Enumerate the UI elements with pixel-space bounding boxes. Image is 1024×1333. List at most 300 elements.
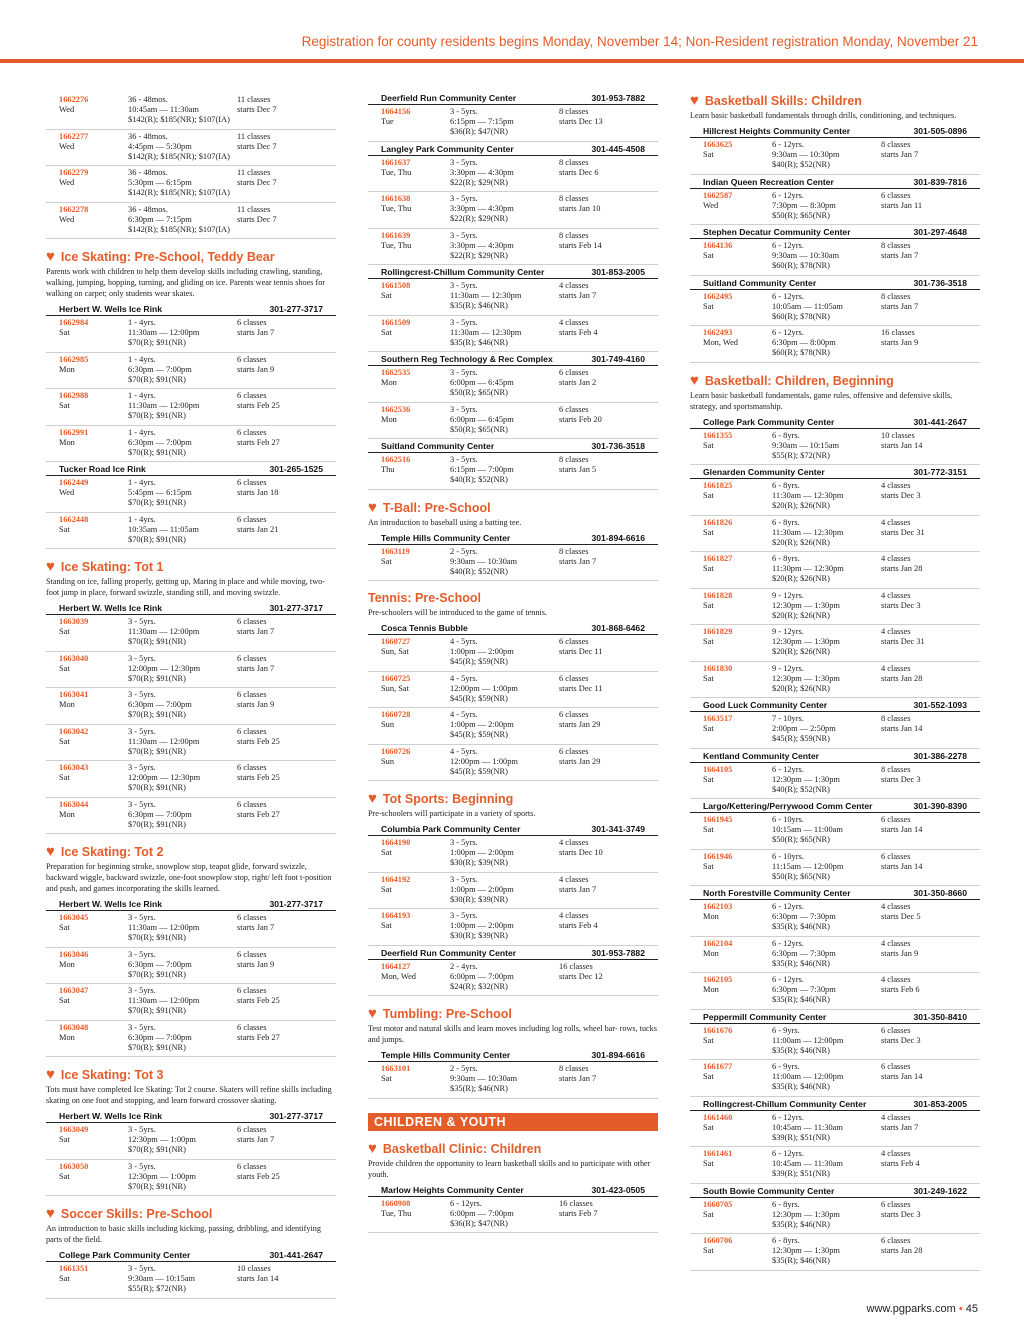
age-range: 1 - 4yrs. <box>128 318 156 327</box>
class-time: 6:30pm — 7:30pm <box>772 948 836 958</box>
course-code[interactable]: 1663517 <box>703 714 733 723</box>
start-date: starts Jan 7 <box>559 1074 597 1083</box>
location-header <box>46 897 336 911</box>
course-code[interactable]: 1662536 <box>381 404 411 414</box>
course-code[interactable]: 1661826 <box>703 517 733 527</box>
age-range: 6 - 12yrs. <box>772 975 804 984</box>
course-code[interactable]: 1660908 <box>381 1198 411 1208</box>
location-name: College Park Community Center <box>59 1250 191 1260</box>
class-time: 10:45am — 11:30am <box>772 1159 843 1168</box>
course-code[interactable]: 1660728 <box>381 710 411 719</box>
class-time: 6:30pm — 7:00pm <box>128 700 192 709</box>
class-time: 6:00pm — 7:00pm <box>450 971 514 981</box>
footer-website[interactable]: www.pgparks.com <box>866 1303 956 1315</box>
course-code[interactable]: 1662516 <box>381 455 411 464</box>
age-range: 3 - 5yrs. <box>128 1161 156 1171</box>
class-days: Sat <box>381 1074 392 1083</box>
age-range: 1 - 4yrs. <box>128 514 156 524</box>
class-count: 8 classes <box>559 546 589 556</box>
course-code[interactable]: 1661828 <box>703 590 733 600</box>
location-phone: 301-736-3518 <box>913 277 967 288</box>
course-code[interactable]: 1663049 <box>59 1125 89 1134</box>
start-date: starts Jan 7 <box>237 328 275 337</box>
class-count: 6 classes <box>559 368 589 377</box>
section-title <box>46 249 336 265</box>
section-description: Tots must have completed Ice Skating: Tot 2 course. Skaters will refine skills including skating on one foot and stopping, and learn forward crossover skating. <box>46 1085 332 1105</box>
start-date: starts Dec 13 <box>559 117 603 126</box>
section-description: An introduction to baseball using a batting tee. <box>368 517 522 527</box>
class-days: Tue, Thu <box>381 240 412 250</box>
class-count: 8 classes <box>559 455 589 464</box>
location-phone: 301-736-3518 <box>591 441 645 451</box>
class-days: Sat <box>59 524 70 534</box>
class-count: 6 classes <box>237 391 267 400</box>
class-fee: $50(R); $65(NR) <box>450 388 508 397</box>
start-date: starts Dec 3 <box>881 1035 921 1045</box>
start-date: starts Dec 12 <box>559 971 603 981</box>
course-code[interactable]: 1664190 <box>381 838 411 847</box>
age-range: 6 - 12yrs. <box>772 764 804 774</box>
class-entry <box>690 1148 980 1184</box>
class-entry <box>690 240 980 276</box>
course-code[interactable]: 1660706 <box>703 1236 733 1245</box>
location-phone: 301-441-2647 <box>269 1250 323 1260</box>
age-range: 6 - 8yrs. <box>772 554 800 563</box>
course-code[interactable]: 1662984 <box>59 318 89 327</box>
class-count: 8 classes <box>881 764 911 774</box>
class-days: Mon <box>703 985 719 994</box>
start-date: starts Feb 25 <box>237 736 280 746</box>
course-code[interactable]: 1663101 <box>381 1064 411 1073</box>
course-code[interactable]: 1662278 <box>59 204 89 214</box>
location-phone: 301-772-3151 <box>913 467 967 477</box>
start-date: starts Jan 11 <box>881 200 923 210</box>
class-time: 1:00pm — 2:00pm <box>450 720 514 729</box>
course-code[interactable]: 1662104 <box>703 938 733 948</box>
class-time: 7:30pm — 8:30pm <box>772 200 836 210</box>
start-date: starts Jan 2 <box>559 378 597 387</box>
age-range: 6 - 12yrs. <box>772 328 804 337</box>
class-entry <box>46 1022 336 1058</box>
class-days: Wed <box>59 214 75 224</box>
class-time: 12:30pm — 1:30pm <box>772 774 840 784</box>
class-fee: $39(R); $51(NR) <box>772 1132 830 1142</box>
course-code[interactable]: 1662988 <box>59 391 89 400</box>
class-days: Sat <box>703 1072 714 1081</box>
class-count: 6 classes <box>237 617 267 626</box>
class-fee: $39(R); $51(NR) <box>772 1169 830 1178</box>
class-days: Sat <box>703 1209 714 1219</box>
class-time: 3:30pm — 4:30pm <box>450 204 514 213</box>
course-code[interactable]: 1661827 <box>703 554 733 563</box>
course-code[interactable]: 1663046 <box>59 949 89 959</box>
location-header <box>368 265 658 279</box>
course-code[interactable]: 1663043 <box>59 763 89 772</box>
course-code[interactable]: 1661945 <box>703 815 733 824</box>
class-count: 16 classes <box>559 961 593 971</box>
class-fee: $50(R); $65(NR) <box>450 424 508 434</box>
section-description: Learn basic basketball fundamentals through drills, conditioning, and techniques. <box>690 111 957 120</box>
age-range: 6 - 8yrs. <box>772 1199 800 1209</box>
start-date: starts Dec 7 <box>237 141 277 151</box>
class-count: 4 classes <box>881 1112 911 1122</box>
start-date: starts Jan 9 <box>237 700 275 709</box>
course-code[interactable]: 1661639 <box>381 230 411 240</box>
course-code[interactable]: 1662495 <box>703 291 733 301</box>
age-range: 7 - 10yrs. <box>772 714 804 723</box>
start-date: starts Jan 18 <box>237 488 279 497</box>
age-range: 3 - 5yrs. <box>128 653 156 663</box>
course-code[interactable]: 1664156 <box>381 107 411 116</box>
class-entry <box>690 1025 980 1061</box>
class-days: Sun, Sat <box>381 683 409 693</box>
class-entry <box>46 317 336 353</box>
class-fee: $50(R); $65(NR) <box>772 835 830 844</box>
class-time: 12:30pm — 1:30pm <box>772 673 840 683</box>
class-time: 12:30pm — 1:30pm <box>772 1209 840 1219</box>
location-name: Herbert W. Wells Ice Rink <box>59 304 162 314</box>
class-count: 10 classes <box>881 430 915 440</box>
class-time: 6:30pm — 7:00pm <box>128 1032 192 1042</box>
course-code[interactable]: 1663048 <box>59 1022 89 1032</box>
class-count: 16 classes <box>881 328 915 337</box>
class-entry <box>368 746 658 782</box>
class-count: 6 classes <box>881 815 911 824</box>
course-code[interactable]: 1664192 <box>381 874 411 884</box>
age-range: 6 - 8yrs. <box>772 1236 800 1245</box>
course-code[interactable]: 1663119 <box>381 546 410 556</box>
location-phone: 301-423-0505 <box>591 1184 645 1195</box>
class-fee: $35(R); $46(NR) <box>450 1084 508 1093</box>
location-name: Deerfield Run Community Center <box>381 93 517 103</box>
course-code[interactable]: 1662587 <box>703 190 733 200</box>
course-code[interactable]: 1661676 <box>703 1025 733 1035</box>
course-code[interactable]: 1663042 <box>59 726 89 736</box>
course-code[interactable]: 1660725 <box>381 673 411 683</box>
start-date: starts Jan 28 <box>881 673 923 683</box>
age-range: 9 - 12yrs. <box>772 663 804 673</box>
class-entry <box>690 851 980 887</box>
class-count: 8 classes <box>881 140 911 149</box>
class-entry <box>368 317 658 353</box>
course-code[interactable]: 1662105 <box>703 975 733 984</box>
course-code[interactable]: 1662277 <box>59 131 89 141</box>
class-count: 10 classes <box>237 1264 271 1273</box>
class-days: Sat <box>59 996 70 1005</box>
class-days: Mon <box>59 1032 75 1042</box>
class-fee: $20(R); $26(NR) <box>772 647 830 656</box>
course-code[interactable]: 1662493 <box>703 328 733 337</box>
class-fee: $70(R); $91(NR) <box>128 783 186 792</box>
course-code[interactable]: 1664105 <box>703 764 733 774</box>
course-code[interactable]: 1661638 <box>381 194 411 203</box>
location-phone: 301-953-7882 <box>591 947 645 958</box>
class-time: 6:00pm — 6:45pm <box>450 414 514 424</box>
location-phone: 301-552-1093 <box>913 700 967 710</box>
class-days: Sat <box>59 1171 70 1181</box>
class-fee: $70(R); $91(NR) <box>128 534 186 544</box>
class-days: Sat <box>59 1135 70 1144</box>
class-entry <box>690 1061 980 1097</box>
class-entry <box>368 1063 658 1099</box>
start-date: starts Feb 4 <box>881 1159 920 1168</box>
age-range: 3 - 5yrs. <box>450 911 478 920</box>
start-date: starts Feb 7 <box>559 1208 598 1218</box>
age-range: 4 - 5yrs. <box>450 673 478 683</box>
age-range: 6 - 12yrs. <box>772 190 804 200</box>
class-days: Mon, Wed <box>703 338 738 347</box>
class-time: 6:30pm — 7:00pm <box>128 959 192 969</box>
class-entry <box>46 912 336 948</box>
course-code[interactable]: 1661508 <box>381 281 411 290</box>
course-code[interactable]: 1661461 <box>703 1149 733 1158</box>
class-days: Mon <box>703 948 719 958</box>
start-date: starts Dec 3 <box>881 600 921 610</box>
location-header <box>690 698 980 712</box>
course-code[interactable]: 1664193 <box>381 911 411 920</box>
course-code[interactable]: 1663050 <box>59 1161 89 1171</box>
class-entry <box>690 139 980 175</box>
class-fee: $142(R); $185(NR); $107(IA) <box>128 188 230 197</box>
start-date: starts Dec 7 <box>237 178 277 187</box>
course-code[interactable]: 1664136 <box>703 241 733 250</box>
class-count: 4 classes <box>881 481 911 490</box>
course-code[interactable]: 1663045 <box>59 913 89 922</box>
class-count: 8 classes <box>881 241 911 250</box>
course-code[interactable]: 1662276 <box>59 95 89 104</box>
location-name: Herbert W. Wells Ice Rink <box>59 1111 162 1121</box>
class-days: Sat <box>703 673 714 683</box>
class-entry <box>46 354 336 390</box>
class-entry <box>368 193 658 229</box>
class-days: Sat <box>703 600 714 610</box>
location-header <box>368 352 658 366</box>
course-code[interactable]: 1662103 <box>703 902 733 911</box>
course-code[interactable]: 1663044 <box>59 799 89 809</box>
class-entry <box>690 291 980 327</box>
class-count: 6 classes <box>237 726 267 736</box>
age-range: 4 - 5yrs. <box>450 637 478 646</box>
class-fee: $20(R); $26(NR) <box>772 501 830 510</box>
class-entry <box>46 949 336 985</box>
class-entry <box>690 901 980 937</box>
location-name: Kentland Community Center <box>703 750 820 761</box>
class-fee: $45(R); $59(NR) <box>450 730 508 739</box>
class-days: Mon <box>59 437 75 447</box>
class-count: 6 classes <box>237 514 267 524</box>
class-fee: $35(R); $46(NR) <box>772 922 830 931</box>
class-days: Sat <box>703 774 714 784</box>
class-entry <box>690 814 980 850</box>
age-range: 3 - 5yrs. <box>128 1022 156 1032</box>
class-count: 6 classes <box>237 1022 267 1032</box>
section-title-text: Ice Skating: Tot 3 <box>60 1068 164 1082</box>
course-code[interactable]: 1663047 <box>59 986 89 995</box>
class-time: 11:30am — 12:00pm <box>128 923 200 932</box>
class-time: 11:30am — 12:00pm <box>128 627 200 636</box>
class-fee: $70(R); $91(NR) <box>128 1145 186 1154</box>
class-fee: $55(R); $72(NR) <box>772 450 830 460</box>
class-entry <box>368 546 658 582</box>
course-code[interactable]: 1660705 <box>703 1199 733 1209</box>
location-phone: 301-839-7816 <box>913 176 967 187</box>
start-date: starts Jan 5 <box>559 465 597 474</box>
class-count: 8 classes <box>559 230 589 240</box>
class-fee: $50(R); $65(NR) <box>772 871 830 881</box>
class-time: 6:15pm — 7:00pm <box>450 465 514 474</box>
class-fee: $55(R); $72(NR) <box>128 1284 186 1293</box>
class-time: 11:30am — 12:30pm <box>772 491 844 500</box>
age-range: 36 - 48mos. <box>128 95 168 104</box>
section-title-text: Basketball Clinic: Children <box>382 1141 542 1156</box>
class-time: 12:00pm — 12:30pm <box>128 663 201 673</box>
class-entry <box>690 190 980 226</box>
age-range: 3 - 5yrs. <box>450 404 478 414</box>
class-entry <box>46 204 336 240</box>
course-code[interactable]: 1660726 <box>381 746 411 756</box>
class-entry <box>46 477 336 513</box>
course-code[interactable]: 1661460 <box>703 1112 733 1122</box>
age-range: 3 - 5yrs. <box>128 1264 156 1273</box>
class-time: 11:00am — 12:00pm <box>772 1072 844 1081</box>
class-days: Sat <box>703 724 714 733</box>
heart-icon: ♥ <box>46 843 55 860</box>
class-days: Sat <box>59 401 70 410</box>
course-code[interactable]: 1662448 <box>59 514 89 524</box>
course-code[interactable]: 1661355 <box>703 430 733 440</box>
location-header <box>46 462 336 476</box>
age-range: 3 - 5yrs. <box>128 1125 156 1134</box>
section-title-text: Basketball Skills: Children <box>704 94 862 108</box>
start-date: starts Dec 11 <box>559 647 603 656</box>
class-days: Sat <box>703 1122 714 1132</box>
class-count: 6 classes <box>559 710 589 719</box>
class-time: 9:30am — 10:30am <box>450 556 517 566</box>
class-fee: $35(R); $46(NR) <box>772 1256 830 1265</box>
class-fee: $20(R); $26(NR) <box>772 610 830 620</box>
age-range: 3 - 5yrs. <box>450 194 478 203</box>
start-date: starts Jan 7 <box>559 291 597 300</box>
course-code[interactable]: 1660727 <box>381 637 411 646</box>
class-time: 12:30pm — 1:00pm <box>128 1171 196 1181</box>
course-code[interactable]: 1663041 <box>59 690 89 699</box>
start-date: starts Jan 21 <box>237 524 279 534</box>
start-date: starts Dec 3 <box>881 774 921 784</box>
age-range: 6 - 12yrs. <box>450 1198 482 1208</box>
class-count: 6 classes <box>237 318 267 327</box>
age-range: 6 - 8yrs. <box>772 481 800 490</box>
course-code[interactable]: 1663039 <box>59 617 89 626</box>
header-rule <box>0 59 1024 63</box>
start-date: starts Feb 27 <box>237 437 280 447</box>
location-name: Langley Park Community Center <box>381 143 514 154</box>
class-count: 4 classes <box>881 554 911 563</box>
age-range: 3 - 5yrs. <box>450 230 478 240</box>
class-time: 11:30am — 12:30pm <box>772 527 844 537</box>
course-code[interactable]: 1661351 <box>59 1264 89 1273</box>
class-days: Sat <box>381 556 392 566</box>
course-code[interactable]: 1663040 <box>59 653 89 663</box>
column-right <box>690 93 980 1271</box>
class-time: 12:00pm — 1:00pm <box>450 683 518 693</box>
class-entry <box>46 653 336 689</box>
start-date: starts Jan 14 <box>881 440 923 450</box>
column-left <box>46 93 336 1299</box>
section-title <box>368 591 658 606</box>
age-range: 3 - 5yrs. <box>450 317 478 327</box>
course-code[interactable]: 1662991 <box>59 427 89 437</box>
course-code[interactable]: 1662985 <box>59 354 89 364</box>
start-date: starts Feb 27 <box>237 1032 280 1042</box>
course-code[interactable]: 1662449 <box>59 478 89 487</box>
course-code[interactable]: 1661509 <box>381 317 411 327</box>
class-count: 6 classes <box>881 1236 911 1245</box>
course-code[interactable]: 1662279 <box>59 168 89 177</box>
class-fee: $40(R); $52(NR) <box>772 784 830 794</box>
course-code[interactable]: 1661825 <box>703 481 733 490</box>
age-range: 3 - 5yrs. <box>128 986 156 995</box>
course-code[interactable]: 1661830 <box>703 663 733 673</box>
class-fee: $45(R); $59(NR) <box>450 657 508 666</box>
class-count: 6 classes <box>881 190 911 200</box>
class-entry <box>690 663 980 699</box>
class-entry <box>690 590 980 626</box>
class-days: Mon, Wed <box>381 971 416 981</box>
start-date: starts Dec 31 <box>881 637 925 646</box>
class-entry <box>368 673 658 709</box>
age-range: 36 - 48mos. <box>128 168 168 177</box>
class-count: 6 classes <box>237 913 267 922</box>
location-phone: 301-265-1525 <box>269 464 323 474</box>
section-title <box>368 500 658 516</box>
section-description: Pre-schoolers will be introduced to the game of tennis. <box>368 608 547 617</box>
location-phone: 301-894-6616 <box>591 1050 645 1060</box>
class-days: Sat <box>703 301 714 311</box>
age-range: 2 - 5yrs. <box>450 1064 478 1073</box>
class-days: Mon <box>59 364 75 374</box>
location-name: Suitland Community Center <box>703 277 817 288</box>
class-time: 1:00pm — 2:00pm <box>450 921 514 930</box>
location-header <box>690 886 980 900</box>
section-description: Pre-schoolers will participate in a variety of sports. <box>368 809 536 818</box>
class-fee: $70(R); $91(NR) <box>128 338 186 347</box>
course-code[interactable]: 1662535 <box>381 368 411 377</box>
class-count: 6 classes <box>237 763 267 772</box>
location-phone: 301-853-2005 <box>591 267 645 277</box>
class-entry <box>368 837 658 873</box>
class-entry <box>46 514 336 550</box>
class-time: 10:45am — 11:30am <box>772 1122 843 1132</box>
start-date: starts Jan 9 <box>881 338 919 347</box>
course-code[interactable]: 1663625 <box>703 140 733 149</box>
course-code[interactable]: 1661829 <box>703 627 733 636</box>
class-fee: $35(R); $46(NR) <box>772 995 830 1004</box>
class-fee: $70(R); $91(NR) <box>128 411 186 420</box>
start-date: starts Jan 7 <box>559 556 597 566</box>
start-date: starts Dec 7 <box>237 214 277 224</box>
start-date: starts Dec 10 <box>559 848 603 857</box>
class-days: Sat <box>703 564 714 573</box>
class-fee: $22(R); $29(NR) <box>450 177 508 187</box>
class-fee: $70(R); $91(NR) <box>128 1006 186 1015</box>
location-phone: 301-505-0896 <box>913 126 967 136</box>
age-range: 3 - 5yrs. <box>128 949 156 959</box>
course-code[interactable]: 1661946 <box>703 851 733 861</box>
course-code[interactable]: 1664127 <box>381 961 411 971</box>
class-count: 11 classes <box>237 204 271 214</box>
course-code[interactable]: 1661637 <box>381 157 411 167</box>
course-code[interactable]: 1661677 <box>703 1062 733 1071</box>
